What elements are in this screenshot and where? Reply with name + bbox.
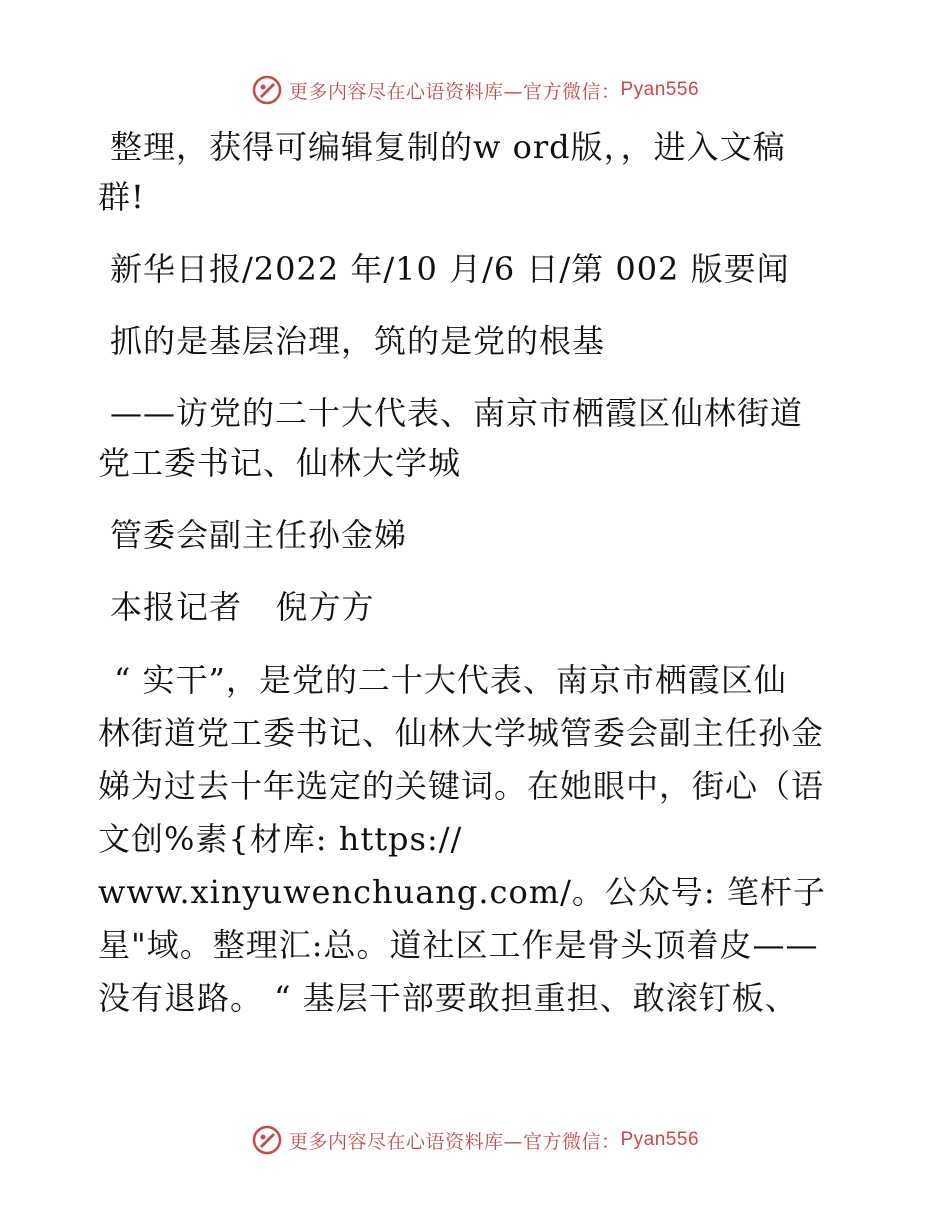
subtitle-continued: 管委会副主任孙金娣	[110, 516, 408, 554]
intro-line-1: 整理，获得可编辑复制的w ord版，，进入文稿	[110, 128, 786, 166]
body-line: 娣为过去十年选定的关键词。在她眼中，街心（语	[98, 767, 825, 805]
source-line: 新华日报/2022 年/10 月/6 日/第 002 版要闻	[110, 250, 790, 288]
watermark-handle: Pyan556	[620, 79, 700, 100]
body-line: 文创%素{材库: https://	[98, 820, 463, 858]
body-line: 星"域。整理汇:总。道社区工作是骨头顶着皮——	[98, 926, 819, 964]
article-paragraph	[98, 654, 858, 1025]
watermark-handle: Pyan556	[620, 1129, 700, 1150]
quill-seal-icon	[251, 74, 283, 106]
intro-note	[98, 122, 858, 222]
watermark-text: 更多内容尽在心语资料库—官方微信：	[288, 80, 621, 103]
body-line: “ 实干”，是党的二十大代表、南京市栖霞区仙	[114, 661, 787, 699]
footer-watermark	[0, 1124, 950, 1156]
body-line: 没有退路。 “ 基层干部要敢担重担、敢滚钉板、	[98, 979, 798, 1017]
subtitle-line-1: ——访党的二十大代表、南京市栖霞区仙林街道	[110, 394, 804, 432]
subtitle	[98, 388, 858, 488]
quill-seal-icon	[251, 1124, 283, 1156]
document-body	[98, 122, 858, 1025]
subtitle-line-2: 党工委书记、仙林大学城	[98, 444, 462, 482]
byline: 本报记者 倪方方	[110, 588, 375, 626]
body-line: 林街道党工委书记、仙林大学城管委会副主任孙金	[98, 714, 825, 752]
intro-line-2: 群!	[98, 178, 145, 216]
headline: 抓的是基层治理，筑的是党的根基	[110, 322, 606, 360]
header-watermark	[0, 74, 950, 106]
body-line: www.xinyuwenchuang.com/。公众号: 笔杆子	[98, 873, 826, 911]
watermark-text: 更多内容尽在心语资料库—官方微信：	[288, 1130, 621, 1153]
